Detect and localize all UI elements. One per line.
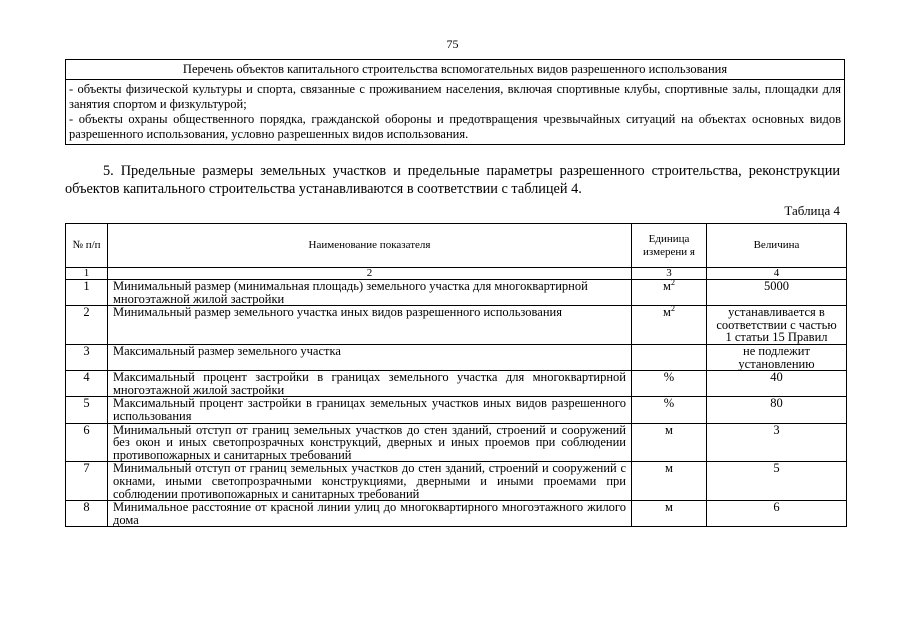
row-value: 6	[707, 501, 847, 527]
row-value: 80	[707, 397, 847, 423]
row-name: Максимальный размер земельного участка	[108, 344, 632, 370]
auxiliary-use-item: - объекты охраны общественного порядка, гражданской обороны и предотвращения чрезвычайных ситуаций на объектах основных видов разрешенного использования, условно разрешенных видов использования.	[69, 112, 841, 141]
row-name: Максимальный процент застройки в границах земельного участка для многоквартирной многоэтажной жилой застройки	[108, 371, 632, 397]
row-number: 8	[66, 501, 108, 527]
row-value: 3	[707, 423, 847, 462]
row-unit: $м^2$	[632, 280, 707, 306]
table-caption: Таблица 4	[784, 203, 840, 218]
row-number: 3	[66, 344, 108, 370]
table-row	[66, 501, 847, 527]
row-value: 5	[707, 462, 847, 501]
row-unit: м	[632, 501, 707, 527]
row-number: 6	[66, 423, 108, 462]
table-row	[66, 423, 847, 462]
header-name: Наименование показателя	[108, 224, 632, 268]
row-unit: %	[632, 397, 707, 423]
row-unit: м	[632, 462, 707, 501]
row-name: Минимальный размер (минимальная площадь) земельного участка для многоквартирной многоэтажной жилой застройки	[108, 280, 632, 306]
row-name: Минимальный размер земельного участка иных видов разрешенного использования	[108, 306, 632, 345]
header-num: № п/п	[66, 224, 108, 268]
row-unit: %	[632, 371, 707, 397]
row-unit	[632, 344, 707, 370]
header-unit: Единица измерени я	[632, 224, 707, 268]
table-row	[66, 280, 847, 306]
table-row	[66, 397, 847, 423]
table-header-row	[66, 224, 847, 268]
row-value: не подлежит установлению	[707, 344, 847, 370]
column-number: 3	[632, 268, 707, 280]
row-name: Минимальный отступ от границ земельных участков до стен зданий, строений и сооружений без окон и иных светопрозрачных конструкций, дверных и иных проемов при соблюдении противопожарных и санитарных требований	[108, 423, 632, 462]
table-row	[66, 306, 847, 345]
table-row	[66, 344, 847, 370]
row-unit: $м^2$	[632, 306, 707, 345]
page-number: 75	[446, 37, 459, 51]
row-unit: м	[632, 423, 707, 462]
auxiliary-uses-table	[65, 59, 845, 145]
auxiliary-uses-title: Перечень объектов капитального строительства вспомогательных видов разрешенного использования	[66, 60, 845, 80]
row-number: 1	[66, 280, 108, 306]
table-row	[66, 462, 847, 501]
row-number: 5	[66, 397, 108, 423]
row-value: 40	[707, 371, 847, 397]
row-name: Минимальное расстояние от красной линии улиц до многоквартирного многоэтажного жилого дома	[108, 501, 632, 527]
header-value: Величина	[707, 224, 847, 268]
row-name: Максимальный процент застройки в границах земельных участков иных видов разрешенного использования	[108, 397, 632, 423]
row-name: Минимальный отступ от границ земельных участков до стен зданий, строений и сооружений с окнами, иными светопрозрачными конструкциями, дверными и иными проемами при соблюдении противопожарных и санитарных требований	[108, 462, 632, 501]
row-value: 5000	[707, 280, 847, 306]
column-number: 4	[707, 268, 847, 280]
row-number: 4	[66, 371, 108, 397]
column-number: 1	[66, 268, 108, 280]
parameters-table	[65, 223, 847, 527]
column-number: 2	[108, 268, 632, 280]
auxiliary-uses-list	[66, 80, 845, 145]
section-paragraph: 5. Предельные размеры земельных участков и предельные параметры разрешенного строительства, реконструкции объектов капитального строительства устанавливаются в соответствии с таблицей 4.	[65, 163, 840, 197]
row-number: 7	[66, 462, 108, 501]
row-value: устанавливается в соответствии с частью 1 статьи 15 Правил	[707, 306, 847, 345]
table-row	[66, 371, 847, 397]
row-number: 2	[66, 306, 108, 345]
column-number-row	[66, 268, 847, 280]
auxiliary-use-item: - объекты физической культуры и спорта, связанные с проживанием населения, включая спортивные клубы, спортивные залы, площадки для занятия спортом и физкультурой;	[69, 82, 841, 111]
